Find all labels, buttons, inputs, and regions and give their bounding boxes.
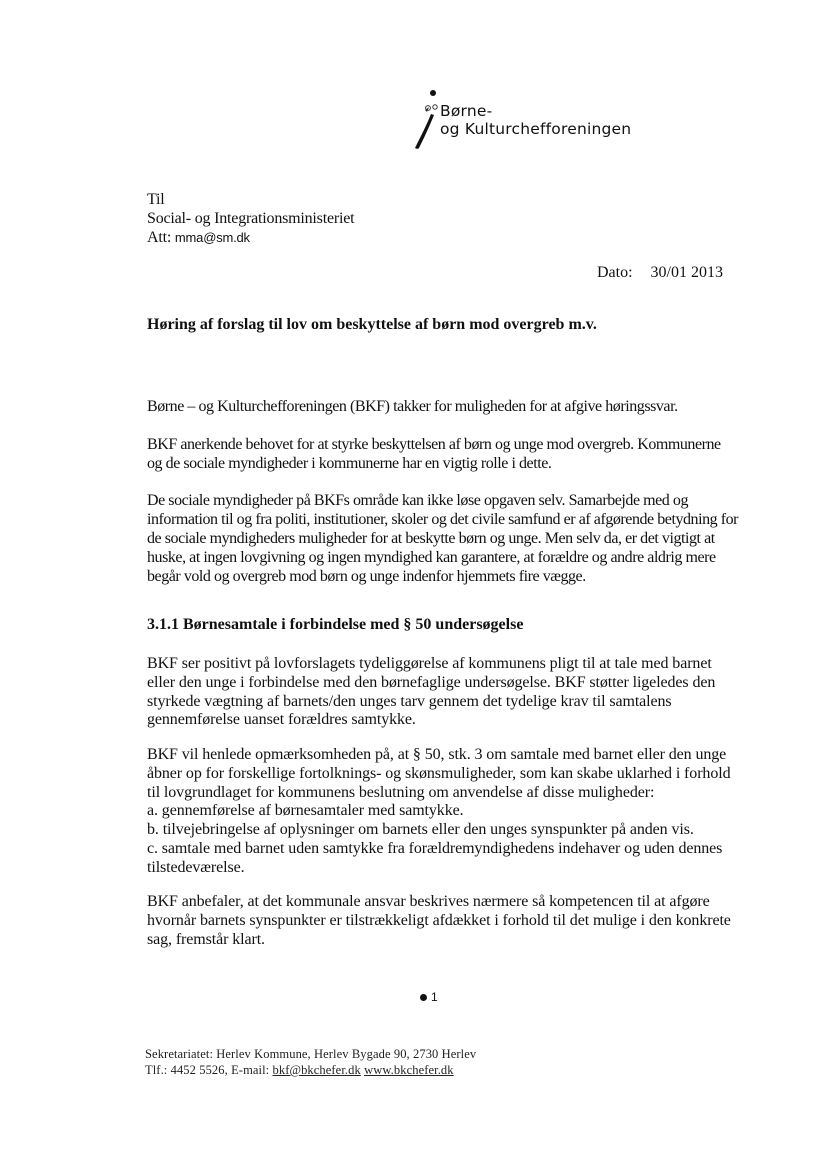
paragraph-line: BKF vil henlede opmærksomheden på, at § 50, stk. 3 om samtale med barnet eller den unge [147,746,727,763]
flower-logo-icon [413,88,443,158]
footer [145,1046,476,1078]
footer-email-link[interactable]: bkf@bkchefer.dk [272,1063,361,1077]
intro-paragraph-2 [147,435,737,473]
paragraph-line: BKF anerkende behovet for at styrke beskyttelsen af børn og unge mod overgreb. Kommunerne [147,436,721,453]
attention-email: mma@sm.dk [174,230,250,245]
logo-line-2: og Kulturchefforeningen [440,120,632,138]
footer-phone: Tlf.: 4452 5526, E-mail: [145,1063,270,1077]
footer-contact [145,1062,476,1078]
date-label: Dato: [597,264,633,281]
list-item: b. tilvejebringelse af oplysninger om barnets eller den unges synspunkter på anden vis. [147,821,694,839]
section-paragraph-1 [147,655,737,730]
paragraph-line: information til og fra politi, institutioner, skoler og det civile samfund er af afgørende betydning for [147,511,739,528]
section-heading: 3.1.1 Børnesamtale i forbindelse med § 50 undersøgelse [147,616,524,633]
organization-logo [413,88,653,158]
document-title: Høring af forslag til lov om beskyttelse af børn mod overgreb m.v. [147,316,597,333]
list-item: c. samtale med barnet uden samtykke fra forældremyndighedens indehaver og uden dennes [147,839,723,857]
logo-line-1: Børne- [440,102,493,120]
intro-paragraph-1 [147,397,737,416]
paragraph-line: De sociale myndigheder på BKFs område kan ikke løse opgaven selv. Samarbejde med og [147,492,689,509]
paragraph-line: styrkede vægtning af barnets/den unges tarv gennem det tydelige krav til samtalens [147,692,672,710]
paragraph-line: hvornår barnets synspunkter er tilstrækkeligt afdækket i forhold til det mulige i den konkrete [147,911,731,929]
section-paragraph-3 [147,893,737,949]
page-number-value: 1 [431,990,438,1004]
organization-name [440,102,631,138]
intro-paragraph-3 [147,491,737,586]
paragraph-line: sag, fremstår klart. [147,930,265,948]
recipient-to: Til [147,191,165,208]
footer-address: Sekretariatet: Herlev Kommune, Herlev Bygade 90, 2730 Herlev [145,1047,477,1061]
recipient-attention [147,228,354,247]
section-paragraph-2 [147,746,737,878]
paragraph-line: de sociale myndigheders muligheder for at beskytte børn og unge. Men selv da, er det vigtigt at [147,530,715,547]
paragraph-line: begår vold og overgreb mod børn og unge indenfor hjemmets fire vægge. [147,568,586,585]
page-number [420,990,438,1004]
paragraph-line: eller den unge i forbindelse med den børnefaglige undersøgelse. BKF støtter ligeledes den [147,673,716,691]
recipient-ministry: Social- og Integrationsministeriet [147,210,355,227]
recipient-block [147,190,354,247]
paragraph-line: åbner op for forskellige fortolknings- og skønsmuligheder, som kan skabe uklarhed i forhold [147,764,731,782]
paragraph-line: huske, at ingen lovgivning og ingen myndighed kan garantere, at forældre og andre aldrig mere [147,549,716,566]
paragraph-line: gennemførelse uanset forældres samtykke. [147,711,416,729]
date-value: 30/01 2013 [650,264,723,281]
paragraph-line: tilstedeværelse. [147,858,245,876]
list-item: a. gennemførelse af børnesamtaler med samtykke. [147,802,464,820]
footer-web-link[interactable]: www.bkchefer.dk [364,1063,454,1077]
paragraph-line: og de sociale myndigheder i kommunerne har en vigtig rolle i dette. [147,455,552,472]
paragraph-line: BKF ser positivt på lovforslagets tydeliggørelse af kommunens pligt til at tale med barnet [147,655,712,672]
attention-label: Att: [147,229,172,246]
paragraph-line: Børne – og Kulturchefforeningen (BKF) takker for muligheden for at afgive høringssvar. [147,398,678,415]
paragraph-line: BKF anbefaler, at det kommunale ansvar beskrives nærmere så kompetencen til at afgøre [147,893,710,910]
paragraph-line: til lovgrundlaget for kommunens beslutning om anvendelse af disse muligheder: [147,783,655,801]
bullet-dot-icon [420,994,427,1001]
date-line [597,264,723,282]
